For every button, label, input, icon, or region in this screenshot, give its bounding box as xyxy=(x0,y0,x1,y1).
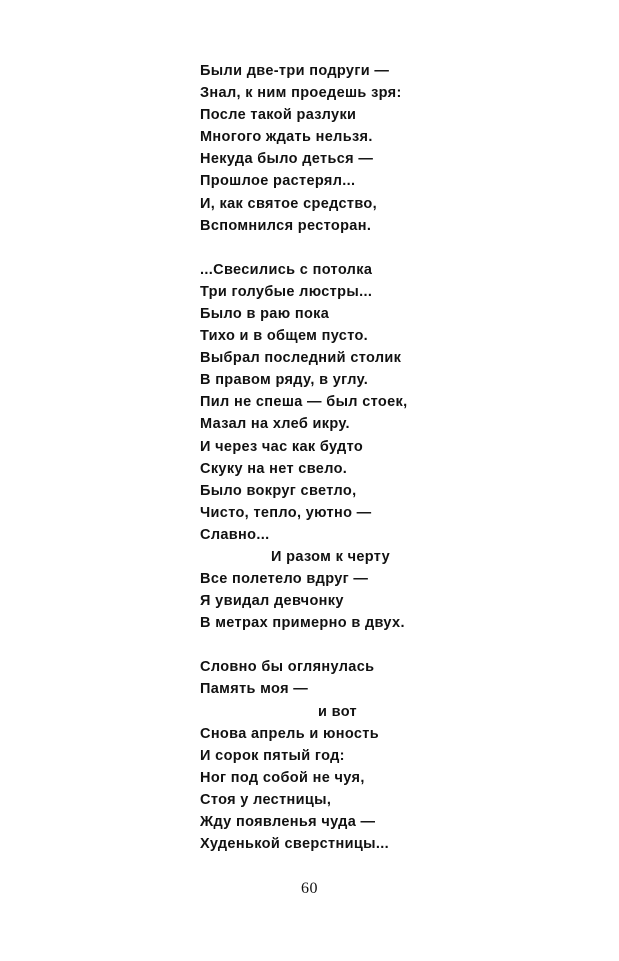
poem-line: Худенькой сверстницы... xyxy=(200,836,389,853)
poem-line: И сорок пятый год: xyxy=(200,747,345,764)
poem-line: Чисто, тепло, уютно — xyxy=(200,504,372,521)
poem-line: Тихо и в общем пусто. xyxy=(200,328,369,345)
poem-line: Многого ждать нельзя. xyxy=(200,129,373,146)
poem-line: Прошлое растерял... xyxy=(200,173,356,190)
poem-line: Выбрал последний столик xyxy=(200,350,402,367)
poem-line: Скуку на нет свело. xyxy=(200,460,348,477)
poem-line: После такой разлуки xyxy=(200,107,357,124)
stanza-1 xyxy=(200,60,520,237)
poem-line: В правом ряду, в углу. xyxy=(200,372,369,389)
poem-line: Пил не спеша — был стоек, xyxy=(200,394,408,411)
poem-line: Память моя — xyxy=(200,681,309,698)
poem-line: Было в раю пока xyxy=(200,305,330,322)
poem-line: Словно бы оглянулась xyxy=(200,659,375,676)
poem-line: И через час как будто xyxy=(200,438,364,455)
stanza-2 xyxy=(200,259,520,635)
poem-line: Ног под собой не чуя, xyxy=(200,769,365,786)
poem-line: В метрах примерно в двух. xyxy=(200,615,405,632)
poem-line: Вспомнился ресторан. xyxy=(200,217,372,234)
poem-line: Было вокруг светло, xyxy=(200,482,357,499)
poem-line: Мазал на хлеб икру. xyxy=(200,416,350,433)
poem-text xyxy=(200,60,520,855)
poem-line: Некуда было деться — xyxy=(200,151,374,168)
poem-line: ...Свесились с потолка xyxy=(200,261,373,278)
poem-line: Три голубые люстры... xyxy=(200,283,373,300)
poem-line: Жду появленья чуда — xyxy=(200,814,376,830)
page-number: 60 xyxy=(301,880,318,897)
poem-line: Знал, к ним проедешь зря: xyxy=(200,85,402,102)
poem-line: Все полетело вдруг — xyxy=(200,571,369,588)
poem-line-indented: и вот xyxy=(318,703,358,720)
stanza-break xyxy=(200,237,520,259)
poem-line-indented: И разом к черту xyxy=(271,548,391,565)
poem-line: Были две-три подруги — xyxy=(200,63,390,79)
stanza-break xyxy=(200,634,520,656)
stanza-3 xyxy=(200,656,520,855)
poem-line: И, как святое средство, xyxy=(200,195,378,212)
poem-line: Славно... xyxy=(200,526,270,543)
poem-line: Стоя у лестницы, xyxy=(200,791,332,808)
poem-line: Я увидал девчонку xyxy=(200,593,344,610)
poem-line: Снова апрель и юность xyxy=(200,725,379,742)
